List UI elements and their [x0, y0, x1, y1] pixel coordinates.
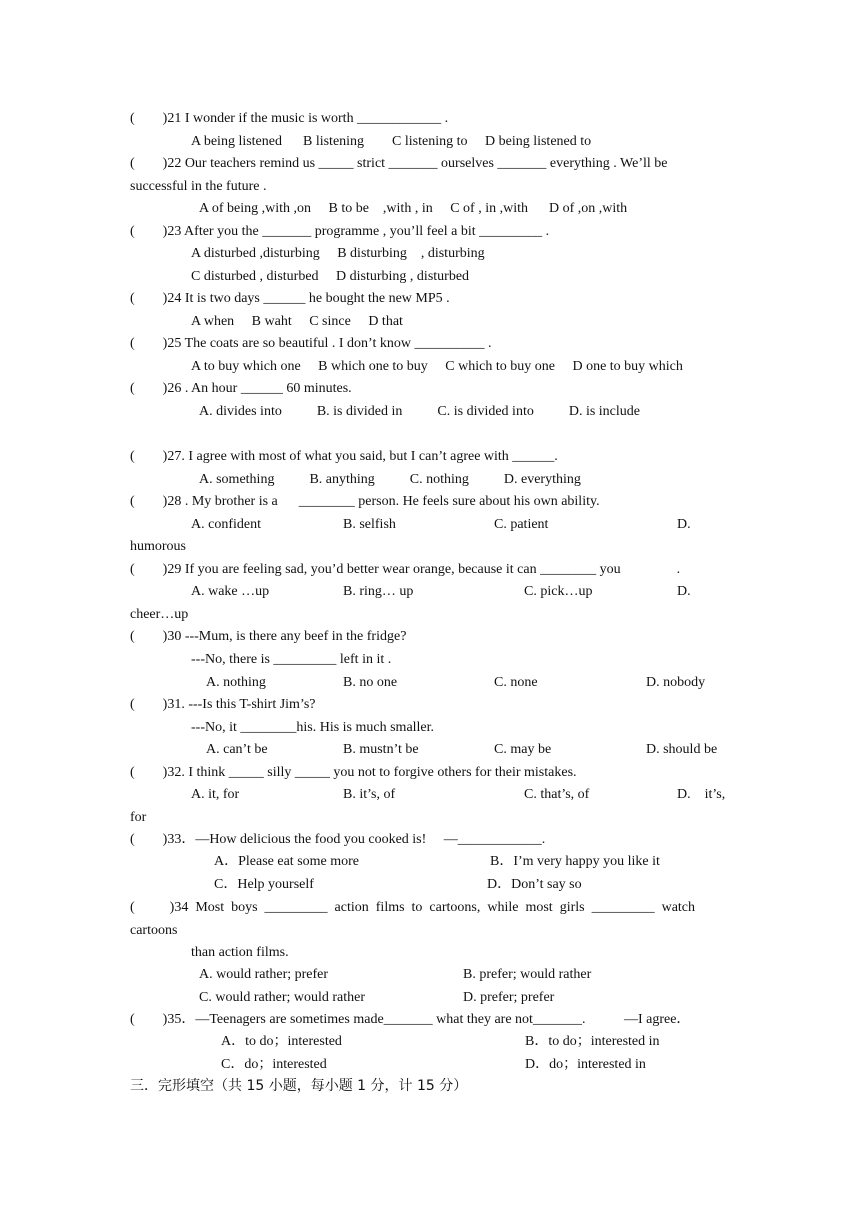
options-24: A when B waht C since D that [191, 314, 403, 329]
options-23-ab: A disturbed ,disturbing B disturbing , disturbing [191, 246, 485, 261]
option-28-b: B. selfish [343, 517, 396, 532]
question-27: ( )27. I agree with most of what you said, but I can’t agree with ______. [130, 449, 558, 464]
question-23: ( )23 After you the _______ programme , you’ll feel a bit _________ . [130, 224, 550, 239]
option-31-d: D. should be [646, 742, 718, 757]
option-29-d-cont: cheer…up [130, 607, 189, 622]
section-heading-cloze: 三．完形填空（共 15 小题，每小题 1 分，计 15 分） [130, 1078, 468, 1094]
option-29-d: D. [677, 584, 691, 599]
question-22-cont: successful in the future . [130, 179, 267, 194]
option-30-c: C. none [494, 675, 538, 690]
question-31-reply: ---No, it ________his. His is much smaller. [191, 720, 435, 735]
option-31-b: B. mustn’t be [343, 742, 419, 757]
question-21: ( )21 I wonder if the music is worth ____________ . [130, 111, 449, 126]
option-28-a: A. confident [191, 517, 261, 532]
option-32-c: C. that’s, of [524, 787, 590, 802]
option-32-b: B. it’s, of [343, 787, 396, 802]
options-22: A of being ,with ,on B to be ,with , in C of , in ,with D of ,on ,with [199, 201, 628, 216]
option-35-b: B．to do；interested in [525, 1034, 660, 1049]
options-26: A. divides into B. is divided in C. is divided into D. is include [199, 404, 640, 419]
option-28-d-cont: humorous [130, 539, 186, 554]
option-33-d: D．Don’t say so [487, 877, 582, 892]
question-30: ( )30 ---Mum, is there any beef in the fridge? [130, 629, 407, 644]
option-29-b: B. ring… up [343, 584, 414, 599]
option-30-a: A. nothing [206, 675, 266, 690]
options-23-cd: C disturbed , disturbed D disturbing , disturbed [191, 269, 470, 284]
option-31-a: A. can’t be [206, 742, 268, 757]
option-34-a: A. would rather; prefer [199, 967, 329, 982]
option-32-d-cont: for [130, 810, 147, 825]
option-33-b: B．I’m very happy you like it [490, 854, 660, 869]
question-25: ( )25 The coats are so beautiful . I don’t know __________ . [130, 336, 492, 351]
option-31-c: C. may be [494, 742, 552, 757]
options-27: A. something B. anything C. nothing D. everything [199, 472, 581, 487]
question-32: ( )32. I think _____ silly _____ you not to forgive others for their mistakes. [130, 765, 577, 780]
question-22: ( )22 Our teachers remind us _____ strict _______ ourselves _______ everything . We’ll be [130, 156, 668, 171]
option-28-c: C. patient [494, 517, 549, 532]
option-34-c: C. would rather; would rather [199, 990, 366, 1005]
question-34: ( )34 Most boys _________ action films to cartoons, while most girls _________ watch [130, 900, 696, 915]
option-33-a: A．Please eat some more [214, 854, 360, 869]
question-26: ( )26 . An hour ______ 60 minutes. [130, 381, 352, 396]
options-21: A being listened B listening C listening to D being listened to [191, 134, 592, 149]
question-29: ( )29 If you are feeling sad, you’d better wear orange, because it can ________ you . [130, 562, 681, 577]
option-35-a: A．to do；interested [221, 1034, 342, 1049]
option-34-b: B. prefer; would rather [463, 967, 592, 982]
option-29-a: A. wake …up [191, 584, 270, 599]
option-30-b: B. no one [343, 675, 398, 690]
question-24: ( )24 It is two days ______ he bought the new MP5 . [130, 291, 450, 306]
options-25: A to buy which one B which one to buy C which to buy one D one to buy which [191, 359, 683, 374]
question-30-reply: ---No, there is _________ left in it . [191, 652, 392, 667]
question-35: ( )35．—Teenagers are sometimes made_______ what they are not_______. —I agree． [130, 1012, 691, 1027]
option-35-d: D．do；interested in [525, 1057, 646, 1072]
question-34-cont: cartoons [130, 923, 178, 938]
option-32-d: D. it’s, [677, 787, 726, 802]
option-28-d: D. [677, 517, 691, 532]
option-34-d: D. prefer; prefer [463, 990, 555, 1005]
option-30-d: D. nobody [646, 675, 706, 690]
option-33-c: C．Help yourself [214, 877, 314, 892]
question-31: ( )31. ---Is this T-shirt Jim’s? [130, 697, 316, 712]
option-32-a: A. it, for [191, 787, 240, 802]
question-33: ( )33．—How delicious the food you cooked is! —____________. [130, 832, 546, 847]
option-35-c: C．do；interested [221, 1057, 327, 1072]
question-34-cont2: than action films. [191, 945, 289, 960]
option-29-c: C. pick…up [524, 584, 593, 599]
question-28: ( )28 . My brother is a ________ person. He feels sure about his own ability. [130, 494, 600, 509]
